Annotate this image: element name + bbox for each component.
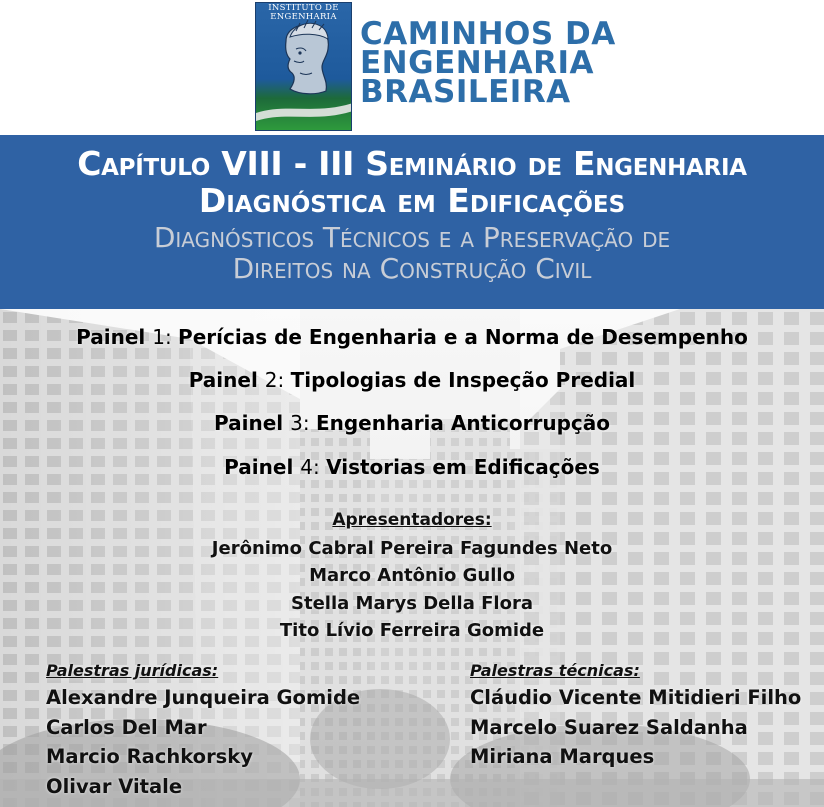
- presenter-name: Stella Marys Della Flora: [291, 592, 533, 614]
- panel-2-number: 2: [264, 368, 278, 392]
- institute-line-2: ENGENHARIA: [270, 12, 337, 22]
- panel-3: [0, 411, 824, 435]
- brand-title: [360, 16, 616, 110]
- legal-speaker-name: Carlos Del Mar: [46, 715, 207, 739]
- panel-1-prefix: Painel: [76, 325, 153, 349]
- panel-4-separator: :: [313, 455, 327, 479]
- legal-speaker-name: Olivar Vitale: [46, 774, 183, 798]
- panel-1-separator: :: [164, 325, 179, 349]
- panel-2-title: Tipologias de Inspeção Predial: [290, 368, 636, 392]
- institute-name: [256, 4, 351, 22]
- header: [0, 0, 824, 133]
- presenters-section: [0, 507, 824, 645]
- technical-talks-heading: Palestras técnicas:: [470, 661, 640, 680]
- event-subtitle-line-2: Direitos na Construção Civil: [232, 252, 592, 285]
- panel-4-prefix: Painel: [224, 455, 301, 479]
- panel-3-prefix: Painel: [214, 411, 291, 435]
- legal-talks-section: [46, 659, 360, 801]
- presenters-heading: Apresentadores:: [332, 510, 492, 530]
- event-subtitle-line-1: Diagnósticos Técnicos e a Preservação de: [153, 221, 671, 254]
- panel-2-separator: :: [277, 368, 291, 392]
- legal-speaker-name: Alexandre Junqueira Gomide: [46, 686, 361, 709]
- panel-3-separator: :: [302, 411, 316, 435]
- presenter-name: Tito Lívio Ferreira Gomide: [279, 620, 545, 641]
- panel-4: [0, 455, 824, 479]
- instituto-de-engenharia-logo: [255, 2, 352, 131]
- technical-talks-section: [470, 659, 801, 772]
- legal-talks-heading: Palestras jurídicas:: [46, 661, 219, 680]
- panel-4-number: 4: [300, 455, 313, 479]
- technical-speaker-name: Cláudio Vicente Mitidieri Filho: [470, 686, 802, 709]
- panel-1-number: 1: [152, 325, 165, 349]
- title-banner: [0, 135, 824, 309]
- panel-2: [0, 368, 824, 392]
- panel-3-title: Engenharia Anticorrupção: [315, 411, 610, 435]
- program-content: [0, 309, 824, 807]
- presenter-name: Marco Antônio Gullo: [309, 565, 515, 586]
- event-title-line-1: Capítulo VIII - III Seminário de Engenharia: [77, 144, 747, 183]
- technical-speaker-name: Marcelo Suarez Saldanha: [470, 715, 748, 739]
- helmet-head-icon: [256, 3, 352, 131]
- brand-line-2: ENGENHARIA: [360, 45, 595, 81]
- legal-speaker-name: Marcio Rachkorsky: [46, 745, 253, 768]
- brand-line-3: BRASILEIRA: [360, 74, 571, 110]
- panel-2-prefix: Painel: [188, 368, 265, 392]
- panel-3-number: 3: [290, 411, 303, 435]
- panel-1-title: Perícias de Engenharia e a Norma de Desempenho: [178, 325, 748, 349]
- brand-line-1: CAMINHOS DA: [360, 16, 616, 52]
- event-title-line-2: Diagnóstica em Edificações: [198, 181, 626, 220]
- institute-line-1: INSTITUTO DE: [268, 3, 339, 13]
- technical-speaker-name: Miriana Marques: [470, 745, 655, 768]
- panel-4-title: Vistorias em Edificações: [326, 455, 600, 479]
- panel-1: [0, 325, 824, 349]
- presenter-name: Jerônimo Cabral Pereira Fagundes Neto: [211, 537, 613, 559]
